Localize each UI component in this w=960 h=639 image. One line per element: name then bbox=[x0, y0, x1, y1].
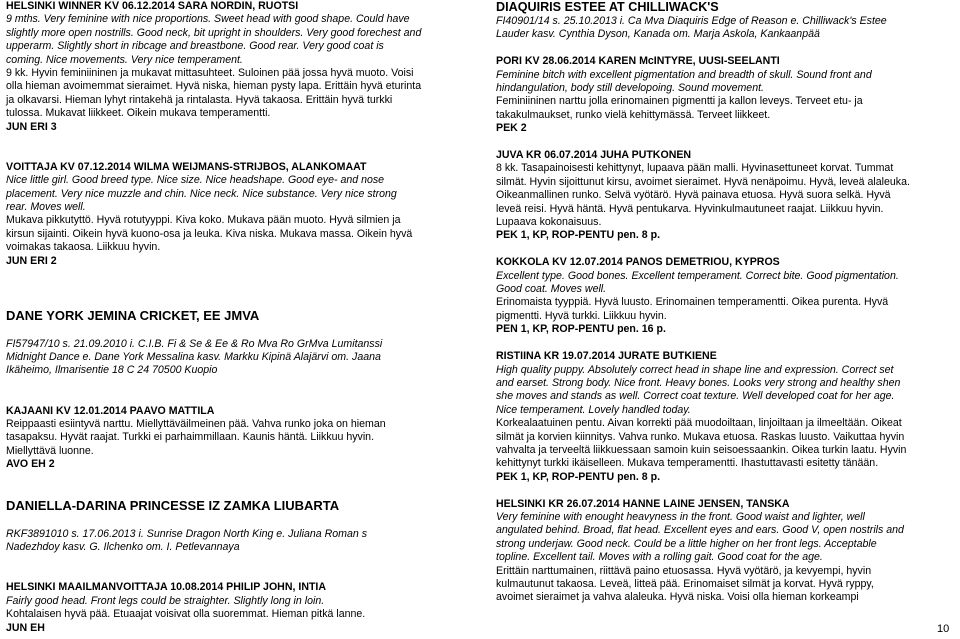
heading-line: HELSINKI WINNER KV 06.12.2014 SARA NORDIN, RUOTSI bbox=[6, 0, 299, 12]
text-line: 9 kk. Hyvin feminiininen ja mukavat mittasuhteet. Suloinen pää jossa hyvä muoto. Voisi bbox=[6, 67, 414, 80]
spacer bbox=[6, 134, 478, 147]
text-line: Miellyttävä luonne. bbox=[6, 444, 94, 457]
heading-line: HELSINKI KR 26.07.2014 HANNE LAINE JENSEN, TANSKA bbox=[496, 497, 790, 510]
text-line: 8 kk. Tasapainoisesti kehittynyt, lupaava pään malli. Hyvinasettuneet korvat. Tummat bbox=[496, 162, 894, 175]
text-line: avoimet sieraimet ja vahva alaleuka. Hyvä niska. Voisi olla hieman korkeampi bbox=[496, 591, 859, 604]
text-line: vahvalta ja terveeltä liikkuessaan samoin kuin seisoessaankin. Oikea turkin laatu. Hyvin bbox=[496, 443, 907, 456]
spacer bbox=[496, 484, 954, 497]
text-line: takakulmaukset, runko vielä kehittymässä. Terveet liikkeet. bbox=[496, 108, 771, 121]
text-line: slightly more open nostrills. Good neck, bit upright in shoulders. Very good forechest and bbox=[6, 26, 422, 39]
text-line: Lauder kasv. Cynthia Dyson, Kanada om. Marja Askola, Kankaanpää bbox=[496, 28, 820, 41]
text-line: Korkealaatuinen pentu. Aivan korrekti pää muodoiltaan, linjoiltaan ja ilmeeltään. Oikeat bbox=[496, 417, 902, 430]
heading-line: PORI KV 28.06.2014 KAREN McINTYRE, UUSI-SEELANTI bbox=[496, 55, 780, 68]
text-line: Nice temperament. Lovely handled today. bbox=[496, 403, 691, 416]
text-line: kirsun sijainti. Oikein hyvä kuono-osa ja leuka. Kiva niska. Mukava massa. Oikein hyvä bbox=[6, 227, 413, 240]
text-line: Midnight Dance e. Dane York Messalina kasv. Markku Kipinä Alajärvi om. Jaana bbox=[6, 351, 381, 364]
text-line: FI40901/14 s. 25.10.2013 i. Ca Mva Diaquiris Edge of Reason e. Chilliwack's Estee bbox=[496, 15, 887, 27]
text-line: topline. Excellent tail. Moves with a rolling gait. Good coat for the age. bbox=[496, 551, 823, 564]
heading-line: DANE YORK JEMINA CRICKET, EE JMVA bbox=[6, 308, 260, 324]
heading-line: PEN 1, KP, ROP-PENTU pen. 16 p. bbox=[496, 323, 666, 336]
left-column bbox=[6, 0, 478, 635]
text-line: Nice little girl. Good breed type. Nice size. Nice headshape. Good eye- and nose bbox=[6, 174, 385, 187]
spacer bbox=[6, 555, 478, 568]
text-line: Nadezhdoy kasv. G. Ilchenko om. I. Petlevannaya bbox=[6, 541, 240, 554]
spacer bbox=[6, 281, 478, 294]
heading-line: JUN ERI 3 bbox=[6, 120, 57, 133]
text-line: RKF3891010 s. 17.06.2013 i. Sunrise Dragon North King e. Juliana Roman s bbox=[6, 527, 367, 540]
text-line: Feminine bitch with excellent pigmentation and breadth of skull. Sound front and bbox=[496, 68, 872, 81]
right-column bbox=[496, 0, 954, 605]
spacer bbox=[496, 337, 954, 350]
text-line: FI57947/10 s. 21.09.2010 i. C.I.B. Fi & Se & Ee & Ro Mva Ro GrMva Lumitanssi bbox=[6, 337, 383, 350]
text-line: Ikäheimo, Ilmarisentie 18 C 24 70500 Kuopio bbox=[6, 364, 218, 377]
page-number: 10 bbox=[937, 623, 950, 635]
spacer bbox=[6, 324, 478, 337]
text-line: Kohtalaisen hyvä pää. Etuaajat voisivat olla suoremmat. Hieman pitkä lanne. bbox=[6, 608, 366, 621]
text-line: Oikeanmallinen runko. Selvä vyötärö. Hyvä painava etuosa. Hyvä suora selkä. Hyvä bbox=[496, 189, 891, 202]
heading-line: AVO EH 2 bbox=[6, 458, 55, 471]
text-line: tulossa. Mukavat liikkeet. Oikein mukava temperamentti. bbox=[6, 107, 271, 120]
text-line: Excellent type. Good bones. Excellent temperament. Correct bite. Good pigmentation. bbox=[496, 269, 899, 282]
text-line: kehittynyt turkki ikäiselleen. Mukava temperamentti. Ihastuttavasti esitetty tänään. bbox=[496, 457, 879, 470]
spacer bbox=[6, 378, 478, 391]
text-line: ja olkavarsi. Hieman lyhyt rintakehä ja rintalasta. Hyvä takaosa. Erittäin hyvä turkki bbox=[6, 93, 393, 106]
text-line: Very feminine with enought heavyness in the front. Good waist and lighter, well bbox=[496, 510, 865, 523]
spacer bbox=[6, 268, 478, 281]
heading-line: DANIELLA-DARINA PRINCESSE IZ ZAMKA LIUBARTA bbox=[6, 498, 340, 514]
spacer bbox=[6, 472, 478, 485]
text-line: silmät ja korvien kiinnitys. Vahva runko. Mukava etuosa. Raskas luusto. Vaikuttaa hyvin bbox=[496, 430, 905, 443]
text-line: Good coat. Moves well. bbox=[496, 283, 607, 296]
text-line: olla hieman avoimemmat sieraimet. Hyvä niska, hieman pysty lapa. Erittäin hyvä eturinta bbox=[6, 80, 422, 93]
text-line: Erittäin narttumainen, riittävä paino etuosassa. Hyvä vyötärö, ja kevyempi, hyvin bbox=[496, 564, 872, 577]
text-line: voimakas takaosa. Liikkuu hyvin. bbox=[6, 241, 161, 254]
text-line: tasapaksu. Hyvät raajat. Turkki ei parhaimmillaan. Kaunis häntä. Liikkuu hyvin. bbox=[6, 431, 375, 444]
spacer bbox=[6, 295, 478, 308]
text-line: strong underjaw. Good neck. Could be a little higher on her front legs. Acceptable bbox=[496, 537, 877, 550]
text-line: and earset. Strong body. Nice front. Heavy bones. Looks very strong and healthy shen bbox=[496, 376, 901, 389]
text-line: coming. Nice movements. Very nice temperament. bbox=[6, 53, 243, 66]
heading-line: VOITTAJA KV 07.12.2014 WILMA WEIJMANS-STRIJBOS, ALANKOMAAT bbox=[6, 160, 367, 173]
spacer bbox=[496, 42, 954, 55]
text-line: pigmentti. Hyvä turkki. Liikkuu hyvin. bbox=[496, 309, 667, 322]
heading-line: KAJAANI KV 12.01.2014 PAAVO MATTILA bbox=[6, 404, 215, 417]
heading-line: JUVA KR 06.07.2014 JUHA PUTKONEN bbox=[496, 149, 692, 162]
heading-line: PEK 2 bbox=[496, 122, 527, 135]
heading-line: DIAQUIRIS ESTEE AT CHILLIWACK'S bbox=[496, 0, 719, 14]
spacer bbox=[496, 243, 954, 256]
spacer bbox=[6, 514, 478, 527]
heading-line: PEK 1, KP, ROP-PENTU pen. 8 p. bbox=[496, 470, 661, 483]
text-line: rear. Moves well. bbox=[6, 201, 86, 214]
text-line: angulated behind. Broad, flat head. Excellent eyes and ears. Good V, open nostrils and bbox=[496, 524, 904, 537]
text-line: High quality puppy. Absolutely correct head in shape line and expression. Correct set bbox=[496, 363, 894, 376]
text-line: Erinomaista tyyppiä. Hyvä luusto. Erinomainen temperamentti. Oikea purenta. Hyvä bbox=[496, 296, 889, 309]
text-line: placement. Very nice muzzle and chin. Nice neck. Nice substance. Very nice strong bbox=[6, 187, 397, 200]
text-line: Reippaasti esiintyvä narttu. Miellyttäväilmeinen pää. Vahva runko joka on hieman bbox=[6, 418, 386, 431]
heading-line: KOKKOLA KV 12.07.2014 PANOS DEMETRIOU, KYPROS bbox=[496, 256, 780, 269]
text-line: 9 mths. Very feminine with nice proportions. Sweet head with good shape. Could have bbox=[6, 13, 410, 26]
text-line: Lupaava kokonaisuus. bbox=[496, 216, 602, 229]
text-line: she moves and stands as well. Correct coat texture. Well developed coat for her age. bbox=[496, 390, 895, 403]
spacer bbox=[6, 391, 478, 404]
text-line: Fairly good head. Front legs could be straighter. Slightly long in loin. bbox=[6, 594, 325, 607]
heading-line: HELSINKI MAAILMANVOITTAJA 10.08.2014 PHILIP JOHN, INTIA bbox=[6, 581, 327, 594]
heading-line: PEK 1, KP, ROP-PENTU pen. 8 p. bbox=[496, 229, 661, 242]
text-line: silmät. Hyvin sijoittunut kirsu, avoimet sieraimet. Hyvä nenäpoimu. Hyvä, leveä alaleuka. bbox=[496, 175, 910, 188]
spacer bbox=[496, 136, 954, 149]
heading-line: JUN EH bbox=[6, 621, 45, 634]
spacer bbox=[6, 568, 478, 581]
heading-line: RISTIINA KR 19.07.2014 JURATE BUTKIENE bbox=[496, 350, 717, 363]
text-line: upperarm. Slightly short in ribcage and breastbone. Good rear. Very good coat is bbox=[6, 40, 384, 53]
heading-line: JUN ERI 2 bbox=[6, 254, 57, 267]
text-line: Feminiininen narttu jolla erinomainen pigmentti ja kallon leveys. Terveet etu- ja bbox=[496, 95, 863, 108]
spacer bbox=[6, 485, 478, 498]
text-line: leveä reisi. Hyvä häntä. Hyvä pentukarva. Hyvinkulmautuneet raajat. Liikkuu hyvin. bbox=[496, 202, 884, 215]
spacer bbox=[6, 147, 478, 160]
text-line: Mukava pikkutyttö. Hyvä rotutyyppi. Kiva koko. Mukava pään muoto. Hyvä silmien ja bbox=[6, 214, 401, 227]
text-line: hindangulation, body still developoing. Sound movement. bbox=[496, 82, 764, 95]
text-line: kulmautunut takaosa. Leveä, litteä pää. Erinomaiset silmät ja korvat. Hyvä ryppy, bbox=[496, 577, 874, 590]
